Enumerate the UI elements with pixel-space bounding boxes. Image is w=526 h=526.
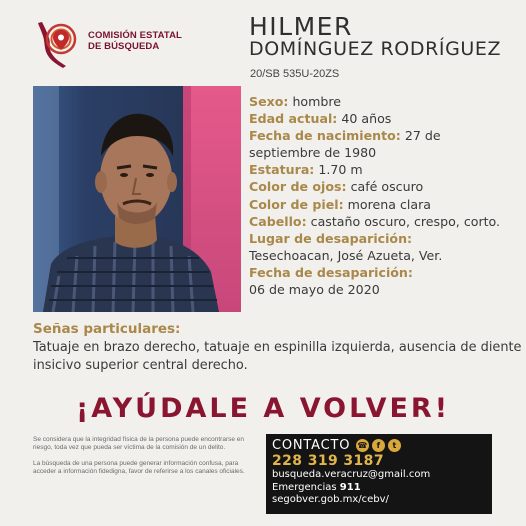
detail-label: Sexo: xyxy=(249,94,289,109)
detail-value: septiembre de 1980 xyxy=(249,145,377,161)
distinguishing-marks-label: Señas particulares: xyxy=(33,321,181,337)
disclaimer-paragraph-2: La búsqueda de una persona puede generar información confusa, para acceder a información fidedigna, favor de referirse a los canales oficiales. xyxy=(33,460,245,475)
detail-edad xyxy=(249,110,525,127)
detail-lugar xyxy=(249,247,525,264)
detail-sexo xyxy=(249,93,525,110)
detail-value: Tesechoacan, José Azueta, Ver. xyxy=(249,247,443,263)
detail-cabello xyxy=(249,213,525,230)
detail-label: Lugar de desaparición: xyxy=(249,230,413,246)
person-last-names: DOMÍNGUEZ RODRÍGUEZ xyxy=(249,38,502,60)
detail-value: 06 de mayo de 2020 xyxy=(249,282,380,298)
detail-label: Edad actual: xyxy=(249,111,338,127)
facebook-icon[interactable]: f xyxy=(372,439,385,452)
detail-label: Estatura: xyxy=(249,162,315,178)
detail-value: hombre xyxy=(292,94,342,109)
emergency-label: Emergencias xyxy=(272,481,337,493)
detail-piel xyxy=(249,196,525,213)
call-to-action-heading: ¡AYÚDALE A VOLVER! xyxy=(75,393,451,424)
contact-website[interactable]: segobver.gob.mx/cebv/ xyxy=(272,494,389,505)
detail-value: 40 años xyxy=(341,111,392,127)
detail-nacimiento-cont xyxy=(249,144,525,161)
contact-emergency xyxy=(272,482,486,495)
contact-title: CONTACTO xyxy=(272,438,351,453)
phone-icon[interactable]: ☎ xyxy=(357,441,369,450)
detail-ojos xyxy=(249,178,525,195)
org-name-line1: COMISIÓN ESTATAL xyxy=(88,30,182,41)
case-folio: 20/SB 535U-20ZS xyxy=(250,68,340,80)
detail-value: morena clara xyxy=(347,196,432,212)
disclaimer-paragraph-1: Se considera que la integridad física de la persona puede encontrarse en riesgo, toda vez que pueda ser víctima de la comisión de un delito. xyxy=(33,436,245,451)
detail-value: 1.70 m xyxy=(318,162,363,178)
detail-estatura xyxy=(249,161,525,178)
contact-title-row xyxy=(272,438,486,453)
detail-label: Color de piel: xyxy=(249,196,344,212)
person-photo xyxy=(33,86,241,312)
disclaimer xyxy=(33,436,263,484)
person-first-name: HILMER xyxy=(249,12,353,41)
detail-label: Color de ojos: xyxy=(249,179,347,195)
detail-value: café oscuro xyxy=(350,179,424,195)
detail-lugar-label xyxy=(249,230,525,247)
detail-label: Fecha de desaparición: xyxy=(249,264,413,280)
contact-email[interactable]: busqueda.veracruz@gmail.com xyxy=(272,469,431,480)
org-name-line2: DE BÚSQUEDA xyxy=(88,41,160,52)
veracruz-location-pin-icon xyxy=(36,18,84,70)
emergency-number[interactable]: 911 xyxy=(339,481,361,493)
detail-fecha xyxy=(249,281,525,298)
contact-phone[interactable]: 228 319 3187 xyxy=(272,453,384,469)
twitter-icon[interactable]: t xyxy=(388,439,401,452)
detail-label: Fecha de nacimiento: xyxy=(249,128,401,144)
detail-value: castaño oscuro, crespo, corto. xyxy=(310,213,501,229)
distinguishing-marks-text: Tatuaje en brazo derecho, tatuaje en espinilla izquierda, ausencia de diente insicivo superior central derecho. xyxy=(33,340,522,373)
detail-fecha-label xyxy=(249,264,525,281)
contact-icons xyxy=(356,439,401,452)
contact-box xyxy=(266,434,492,514)
detail-value: 27 de xyxy=(404,128,441,144)
detail-nacimiento xyxy=(249,127,525,144)
person-details xyxy=(249,93,525,298)
comision-busqueda-logo xyxy=(36,18,196,70)
detail-label: Cabello: xyxy=(249,213,307,229)
